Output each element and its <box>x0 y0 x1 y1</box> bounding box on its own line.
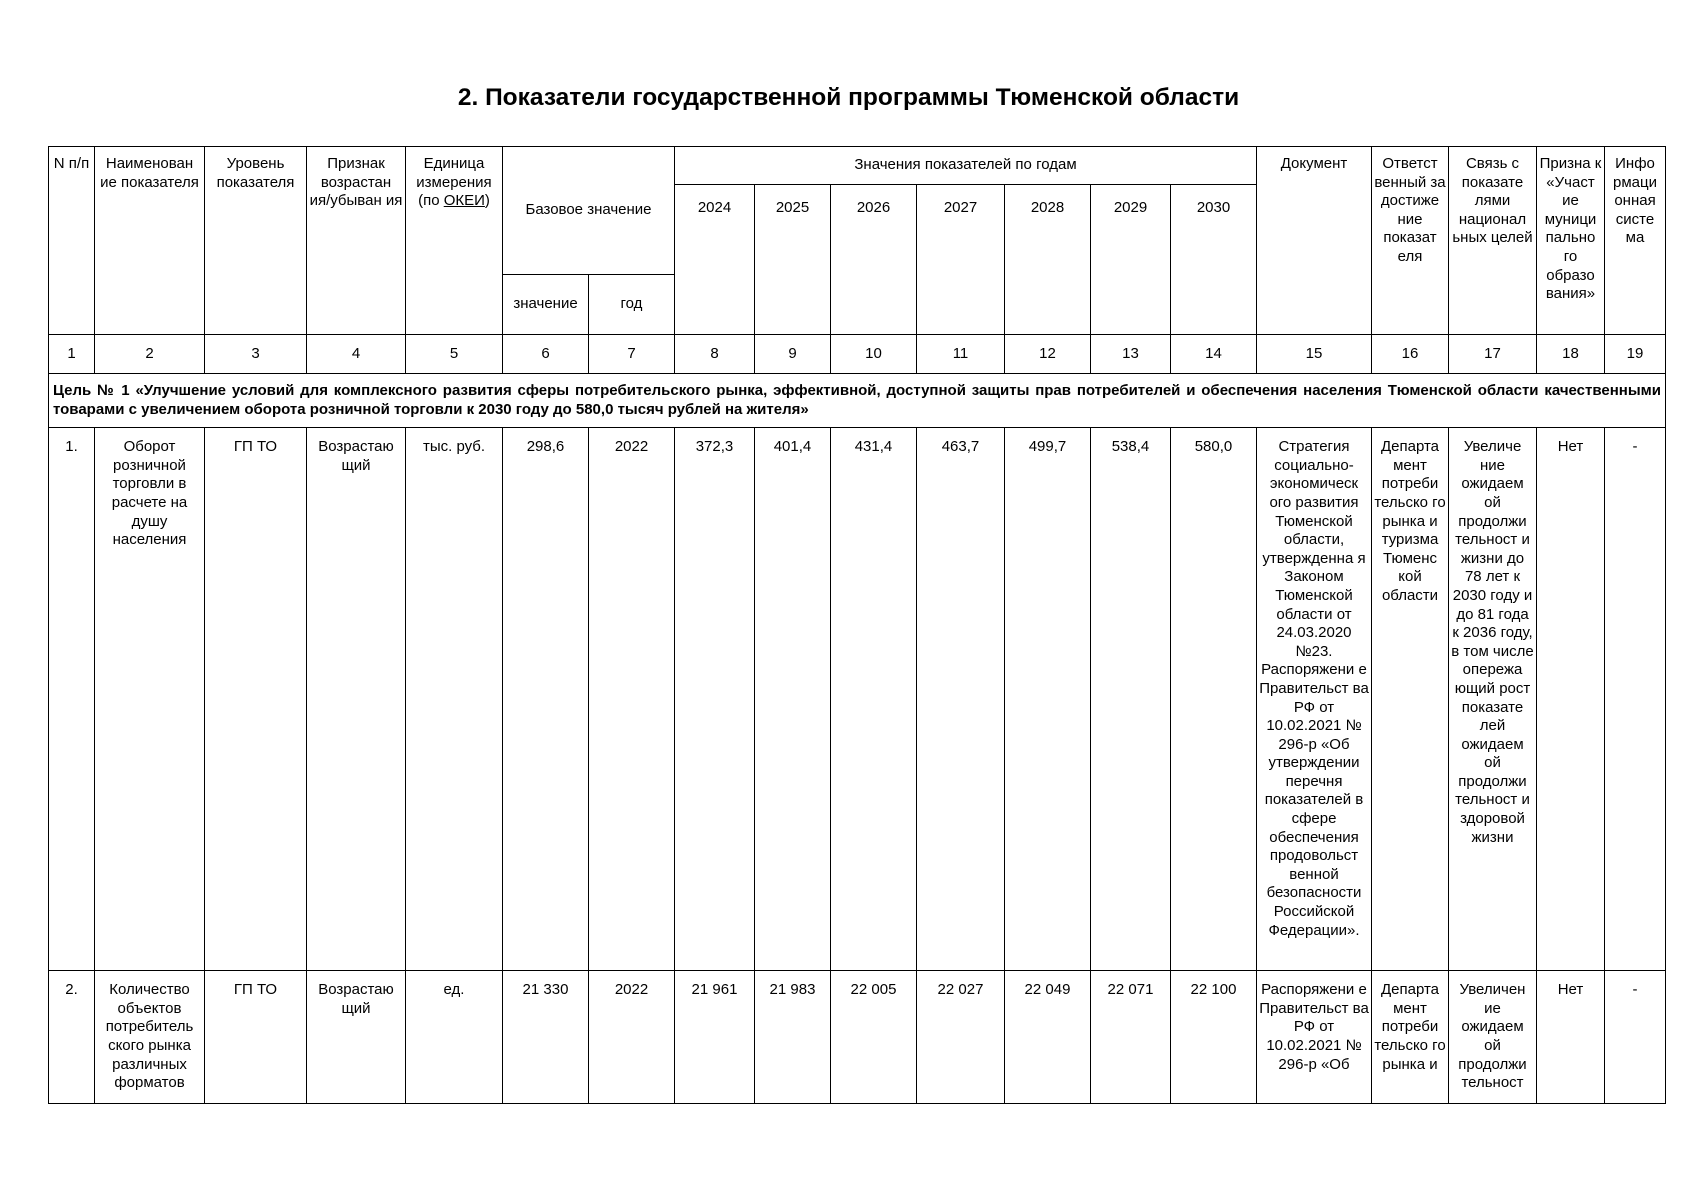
table-row <box>49 428 1666 971</box>
okei-link[interactable]: ОКЕИ <box>443 192 485 210</box>
base-value: 298,6 <box>503 428 589 971</box>
header-unit <box>406 147 503 335</box>
header-link: Связь с показате лями национал ьных целей <box>1449 147 1537 335</box>
header-year: 2027 <box>917 185 1005 335</box>
municipal-flag: Нет <box>1537 971 1605 1104</box>
header-unit-close: ) <box>484 192 490 210</box>
year-value: 538,4 <box>1091 428 1171 971</box>
header-year: 2028 <box>1005 185 1091 335</box>
info-system: - <box>1605 428 1666 971</box>
column-numbers-row <box>49 335 1666 374</box>
header-num: N п/п <box>49 147 95 335</box>
header-base-year: год <box>589 275 675 335</box>
indicator-name: Количество объектов потребитель ского рынка различных форматов <box>95 971 205 1104</box>
year-value: 463,7 <box>917 428 1005 971</box>
header-year: 2026 <box>831 185 917 335</box>
year-value: 22 100 <box>1171 971 1257 1104</box>
national-goals-link-text: Увеличе ние ожидаем ой продолжи тельност и жизни до 78 лет к 2030 году и до 81 года к 2036 году, в том числе опережа ющий рост показате лей ожидаем ой продолжи тельност и здоровой жизни <box>1449 428 1537 971</box>
indicator-unit: ед. <box>406 971 503 1104</box>
column-number: 12 <box>1005 335 1091 374</box>
header-responsible: Ответст венный за достиже ние показат еля <box>1372 147 1449 335</box>
indicator-name: Оборот розничной торговли в расчете на душу населения <box>95 428 205 971</box>
column-number: 14 <box>1171 335 1257 374</box>
base-year: 2022 <box>589 971 675 1104</box>
indicator-trend: Возрастаю щий <box>307 971 406 1104</box>
year-value: 22 071 <box>1091 971 1171 1104</box>
row-num: 1. <box>49 428 95 971</box>
header-unit-text: Единица измерения (по <box>416 155 492 210</box>
header-year: 2029 <box>1091 185 1171 335</box>
column-number: 6 <box>503 335 589 374</box>
column-number: 13 <box>1091 335 1171 374</box>
header-infosys: Инфо рмаци онная систе ма <box>1605 147 1666 335</box>
indicator-level: ГП ТО <box>205 971 307 1104</box>
column-number: 15 <box>1257 335 1372 374</box>
column-number: 16 <box>1372 335 1449 374</box>
indicators-table <box>48 146 1666 1104</box>
indicator-trend: Возрастаю щий <box>307 428 406 971</box>
column-number: 10 <box>831 335 917 374</box>
column-number: 7 <box>589 335 675 374</box>
column-number: 11 <box>917 335 1005 374</box>
responsible-text: Департа мент потреби тельско го рынка и туризма Тюменс кой области <box>1372 428 1449 971</box>
year-value: 22 049 <box>1005 971 1091 1104</box>
column-number: 3 <box>205 335 307 374</box>
row-num: 2. <box>49 971 95 1104</box>
column-number: 2 <box>95 335 205 374</box>
goal-text: Цель № 1 «Улучшение условий для комплексного развития сферы потребительского рынка, эффективной, доступной защиты прав потребителей и обеспечения населения Тюменской области качественными товарами с увеличением оборота розничной торговли к 2030 году до 580,0 тысяч рублей на жителя» <box>49 374 1666 428</box>
header-name: Наименован ие показателя <box>95 147 205 335</box>
responsible-text: Департа мент потреби тельско го рынка и <box>1372 971 1449 1104</box>
goal-row <box>49 374 1666 428</box>
header-municipal: Призна к «Участ ие муници пально го образо вания» <box>1537 147 1605 335</box>
document-text: Распоряжени е Правительст ва РФ от 10.02.2021 № 296-р «Об <box>1257 971 1372 1104</box>
year-value: 499,7 <box>1005 428 1091 971</box>
header-row-1 <box>49 147 1666 185</box>
header-year: 2024 <box>675 185 755 335</box>
page-title: 2. Показатели государственной программы Тюменской области <box>457 84 1240 111</box>
header-trend: Признак возрастан ия/убыван ия <box>307 147 406 335</box>
header-base-value: значение <box>503 275 589 335</box>
info-system: - <box>1605 971 1666 1104</box>
column-number: 9 <box>755 335 831 374</box>
base-value: 21 330 <box>503 971 589 1104</box>
header-year: 2025 <box>755 185 831 335</box>
document-text: Стратегия социально-экономическ ого развития Тюменской области, утвержденна я Законом Тюменской области от 24.03.2020 №23. Распоряжени е Правительст ва РФ от 10.02.2021 № 296-р «Об утверждении перечня показателей в сфере обеспечения продовольст венной безопасности Российской Федерации». <box>1257 428 1372 971</box>
header-years-group: Значения показателей по годам <box>675 147 1257 185</box>
column-number: 19 <box>1605 335 1666 374</box>
column-number: 18 <box>1537 335 1605 374</box>
year-value: 22 027 <box>917 971 1005 1104</box>
year-value: 580,0 <box>1171 428 1257 971</box>
year-value: 372,3 <box>675 428 755 971</box>
column-number: 1 <box>49 335 95 374</box>
municipal-flag: Нет <box>1537 428 1605 971</box>
national-goals-link-text: Увеличен ие ожидаем ой продолжи тельност <box>1449 971 1537 1104</box>
year-value: 401,4 <box>755 428 831 971</box>
header-year: 2030 <box>1171 185 1257 335</box>
indicator-level: ГП ТО <box>205 428 307 971</box>
year-value: 21 961 <box>675 971 755 1104</box>
column-number: 8 <box>675 335 755 374</box>
base-year: 2022 <box>589 428 675 971</box>
year-value: 431,4 <box>831 428 917 971</box>
column-number: 4 <box>307 335 406 374</box>
header-base: Базовое значение <box>503 147 675 275</box>
column-number: 17 <box>1449 335 1537 374</box>
table-row <box>49 971 1666 1104</box>
indicator-unit: тыс. руб. <box>406 428 503 971</box>
year-value: 21 983 <box>755 971 831 1104</box>
year-value: 22 005 <box>831 971 917 1104</box>
column-number: 5 <box>406 335 503 374</box>
header-document: Документ <box>1257 147 1372 335</box>
header-level: Уровень показателя <box>205 147 307 335</box>
